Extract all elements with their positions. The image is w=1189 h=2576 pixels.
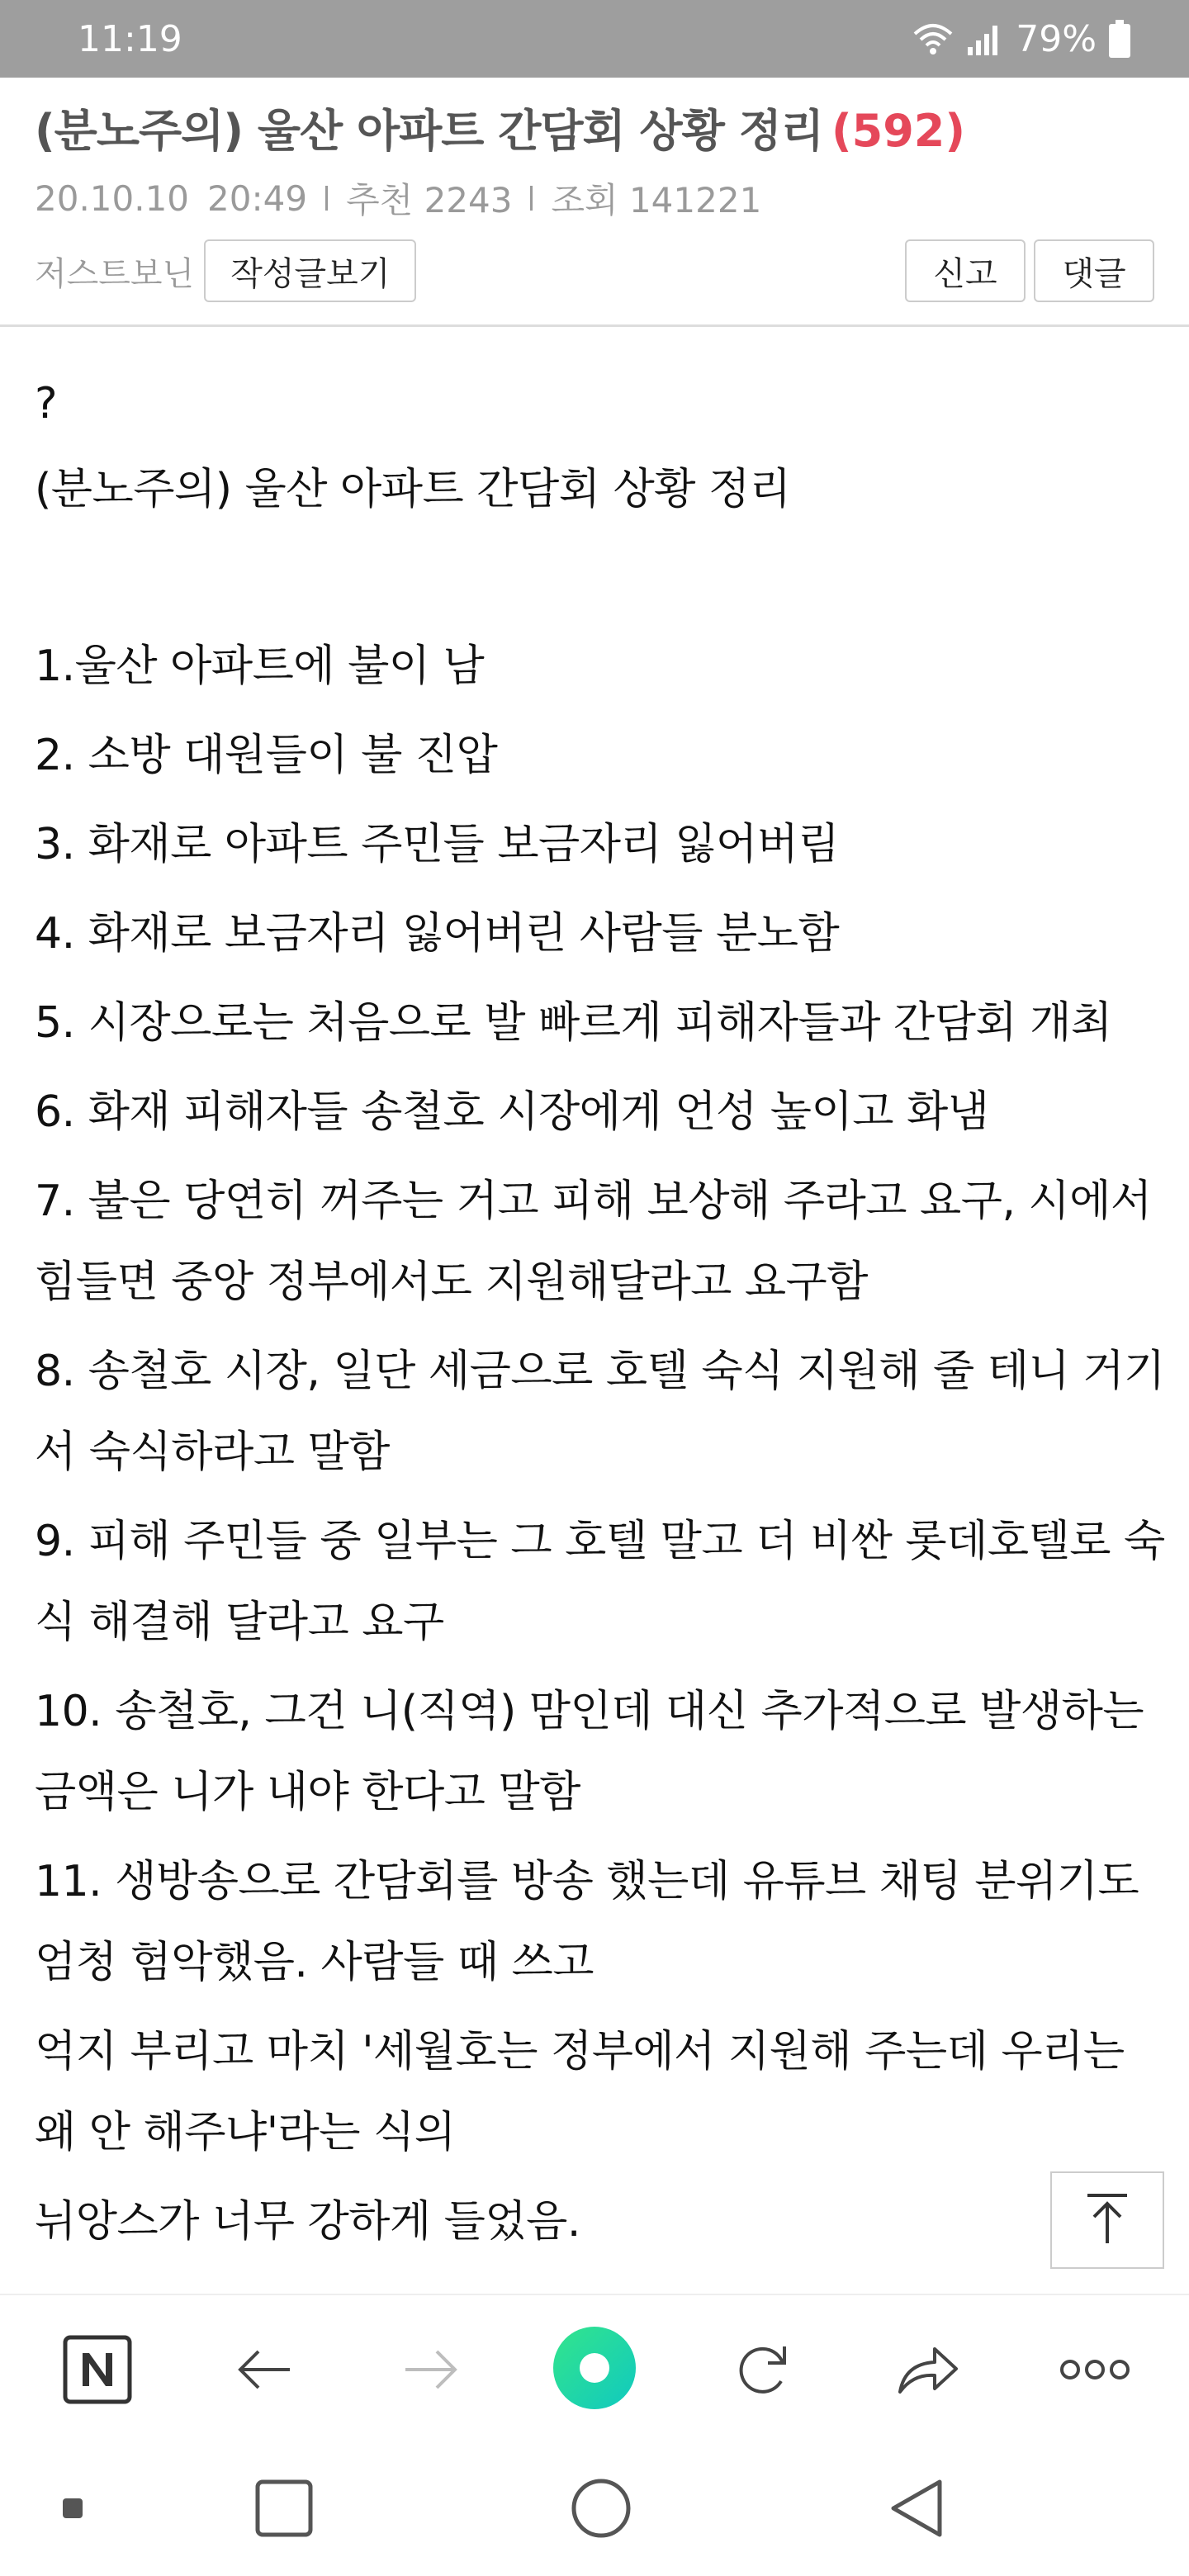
recent-apps-icon[interactable] <box>244 2469 324 2548</box>
meta-divider <box>325 186 328 211</box>
naver-n-icon[interactable] <box>56 2328 139 2411</box>
share-icon[interactable] <box>887 2328 969 2411</box>
action-buttons <box>905 239 1154 302</box>
recommend-count: 추천 2243 <box>346 180 513 220</box>
content-line: 억지 부리고 마치 '세월호는 정부에서 지원해 주는데 우리는 왜 안 해주냐'라는 식의 <box>35 2027 1125 2157</box>
content-line: 10. 송철호, 그건 니(직역) 맘인데 대신 추가적으로 발생하는 금액은 니가 내야 한다고 말함 <box>35 1687 1144 1817</box>
post-header <box>0 78 1189 327</box>
more-dots-icon[interactable] <box>1054 2328 1136 2411</box>
content-line: 7. 불은 당연히 꺼주는 거고 피해 보상해 주라고 요구, 시에서 힘들면 중앙 정부에서도 지원해달라고 요구함 <box>35 1177 1152 1307</box>
report-button[interactable]: 신고 <box>905 239 1026 302</box>
content-line: 1.울산 아파트에 불이 남 <box>35 642 485 691</box>
content-line: 6. 화재 피해자들 송철호 시장에게 언성 높이고 화냄 <box>35 1087 989 1137</box>
status-bar <box>0 0 1189 78</box>
wifi-icon <box>912 22 955 55</box>
post-title: (분노주의) 울산 아파트 간담회 상황 정리 <box>35 105 823 157</box>
content-line: 8. 송철호 시장, 일단 세금으로 호텔 숙식 지원해 줄 테니 거기서 숙식하라고 말함 <box>35 1347 1165 1477</box>
back-arrow-icon[interactable] <box>223 2328 306 2411</box>
post-date: 20.10.10 <box>35 178 190 219</box>
comment-count[interactable]: (592) <box>831 105 966 157</box>
scroll-top-button[interactable] <box>1050 2171 1164 2269</box>
status-time: 11:19 <box>78 17 182 60</box>
content-line: 9. 피해 주민들 중 일부는 그 호텔 말고 더 비싼 롯데호텔로 숙식 해결해 달라고 요구 <box>35 1517 1165 1647</box>
content-line: 11. 생방송으로 간담회를 방송 했는데 유튜브 채팅 분위기도 엄청 험악했음. 사람들 때 쓰고 <box>35 1857 1139 1987</box>
recent-dot-icon <box>33 2469 112 2548</box>
system-back-icon[interactable] <box>877 2469 956 2548</box>
content-line: ? <box>35 379 58 429</box>
title-row <box>35 96 965 159</box>
status-icons <box>912 18 1131 60</box>
battery-percent: 79% <box>1016 17 1097 60</box>
browser-toolbar <box>0 2294 1189 2439</box>
content-line: 뉘앙스가 너무 강하게 들었음. <box>35 2197 580 2247</box>
system-nav-bar <box>0 2439 1189 2576</box>
meta-divider <box>530 186 533 211</box>
battery-icon <box>1108 20 1131 58</box>
refresh-icon[interactable] <box>722 2328 804 2411</box>
content-line: 4. 화재로 보금자리 잃어버린 사람들 분노함 <box>35 909 840 959</box>
green-circle-home-icon[interactable] <box>552 2325 637 2411</box>
content-line: 2. 소방 대원들이 불 진압 <box>35 731 498 780</box>
forward-arrow-icon <box>390 2328 472 2411</box>
content-line: (분노주의) 울산 아파트 간담회 상황 정리 <box>35 465 791 514</box>
content-blank-line <box>35 530 1166 611</box>
home-circle-icon[interactable] <box>561 2469 641 2548</box>
comment-button[interactable]: 댓글 <box>1034 239 1154 302</box>
content-line: 5. 시장으로는 처음으로 발 빠르게 피해자들과 간담회 개최 <box>35 998 1112 1048</box>
signal-icon <box>966 22 1004 55</box>
author-name[interactable]: 저스트보닌 <box>35 254 195 293</box>
author-row <box>35 239 1154 302</box>
view-posts-button[interactable]: 작성글보기 <box>204 239 416 302</box>
content-line: 3. 화재로 아파트 주민들 보금자리 잃어버림 <box>35 820 840 869</box>
post-meta <box>35 173 761 223</box>
post-time: 20:49 <box>207 178 308 219</box>
arrow-to-top-icon <box>1082 2192 1132 2248</box>
post-content <box>35 363 1166 2262</box>
view-count: 조회 141221 <box>551 180 762 220</box>
